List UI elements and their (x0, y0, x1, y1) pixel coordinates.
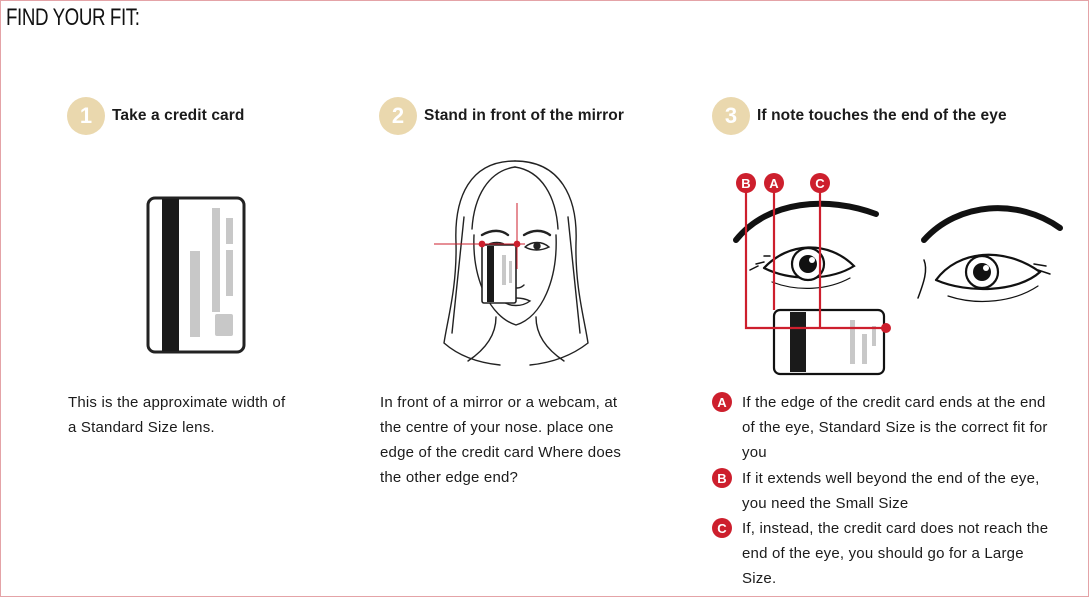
option-text (742, 516, 1082, 591)
option-badge: C (712, 518, 732, 538)
marker-c (810, 173, 830, 193)
step-title: If note touches the end of the eye (757, 107, 1007, 124)
option-badge: B (712, 468, 732, 488)
step-title: Stand in front of the mirror (424, 107, 624, 124)
step-1-description (68, 390, 358, 440)
option-line: you need the Small Size (742, 495, 909, 512)
marker-label: C (815, 176, 825, 191)
marker-a (764, 173, 784, 193)
option-line: If it extends well beyond the end of the eye, (742, 470, 1040, 487)
option-line: If the edge of the credit card ends at the end (742, 394, 1046, 411)
description-line: the other edge end? (380, 469, 519, 486)
eyes-with-card-markers-icon (728, 170, 1068, 380)
credit-card-icon (146, 196, 246, 354)
step-number-badge: 3 (712, 97, 750, 135)
option-line: of the eye, Standard Size is the correct fit for (742, 419, 1048, 436)
step-2-header (379, 97, 624, 135)
option-line: If, instead, the credit card does not reach the (742, 520, 1049, 537)
option-line: Size. (742, 570, 777, 587)
step-3-header (712, 97, 1007, 135)
description-line: This is the approximate width of (68, 394, 286, 411)
marker-label: B (741, 176, 751, 191)
option-b (712, 466, 1082, 516)
description-line: edge of the credit card Where does (380, 444, 622, 461)
woman-face-with-card-icon (430, 157, 600, 369)
page-title: FIND YOUR FIT: (6, 4, 140, 31)
marker-label: A (769, 176, 779, 191)
option-c (712, 516, 1082, 591)
step-title: Take a credit card (112, 107, 245, 124)
option-line: end of the eye, you should go for a Large (742, 545, 1024, 562)
description-line: the centre of your nose. place one (380, 419, 614, 436)
step-number-badge: 2 (379, 97, 417, 135)
option-text (742, 466, 1082, 516)
description-line: In front of a mirror or a webcam, at (380, 394, 618, 411)
option-a (712, 390, 1082, 465)
description-line: a Standard Size lens. (68, 419, 215, 436)
marker-b (736, 173, 756, 193)
option-badge: A (712, 392, 732, 412)
step-2-description (380, 390, 680, 490)
option-text (742, 390, 1082, 465)
option-line: you (742, 444, 767, 461)
step-1-header (67, 97, 244, 135)
step-number-badge: 1 (67, 97, 105, 135)
